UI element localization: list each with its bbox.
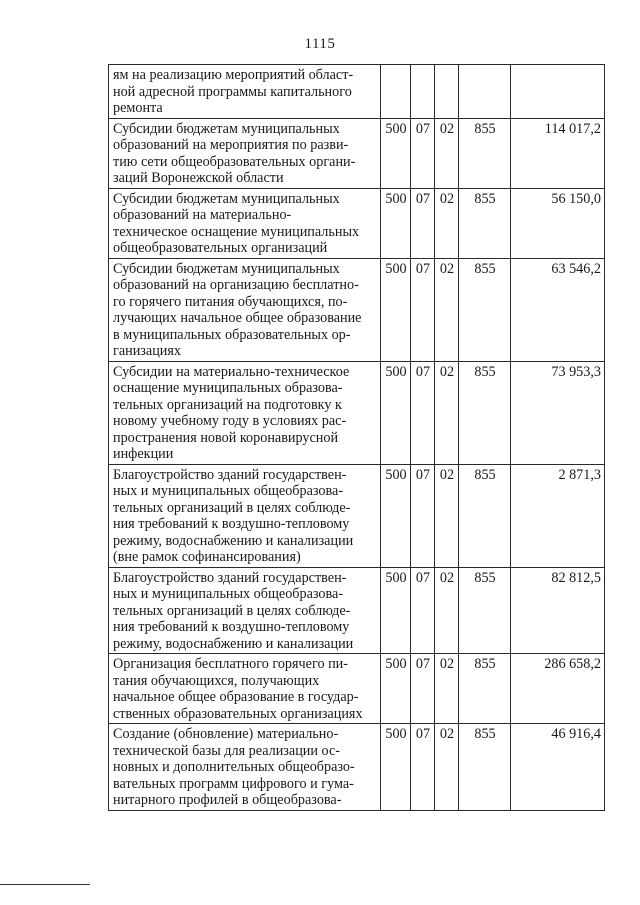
table-row — [109, 724, 605, 811]
expense-name-line: общеобразовательных организаций — [113, 240, 328, 256]
amount-cell: 46 916,4 — [511, 724, 605, 811]
amount-cell: 63 546,2 — [511, 258, 605, 361]
expense-name-line: тельных организаций в целях соблюде- — [113, 602, 351, 619]
expense-name-cell — [109, 118, 381, 188]
expense-name-cell — [109, 567, 381, 654]
section-code-cell: 07 — [411, 567, 435, 654]
table-row — [109, 258, 605, 361]
expense-name-line: Субсидии на материально-техническое — [113, 363, 350, 380]
expense-name-cell — [109, 188, 381, 258]
expense-name-line: нитарного профилей в общеобразова- — [113, 792, 342, 808]
table-row — [109, 118, 605, 188]
expense-name-line: ния требований к воздушно-тепловому — [113, 619, 350, 635]
expense-name-cell — [109, 258, 381, 361]
expense-name-line: образований на материально- — [113, 207, 292, 223]
admin-code-cell: 500 — [381, 567, 411, 654]
expense-name-cell — [109, 464, 381, 567]
expense-type-cell: 855 — [459, 118, 511, 188]
expense-type-cell: 855 — [459, 464, 511, 567]
amount-cell: 2 871,3 — [511, 464, 605, 567]
subsection-code-cell: 02 — [435, 654, 459, 724]
expense-name-line: тания обучающихся, получающих — [113, 672, 320, 689]
section-code-cell: 07 — [411, 118, 435, 188]
expense-name-line: образований на мероприятия по разви- — [113, 137, 349, 153]
expense-name-line: вательных программ цифрового и гума- — [113, 775, 354, 792]
expense-name-line: ственных образовательных организациях — [113, 705, 363, 722]
expense-name-line: ной адресной программы капитального — [113, 83, 352, 100]
budget-table-body — [109, 65, 605, 811]
expense-name-line: режиму, водоснабжению и канализации — [113, 532, 354, 549]
amount-cell: 114 017,2 — [511, 118, 605, 188]
subsection-code-cell: 02 — [435, 464, 459, 567]
expense-type-cell: 855 — [459, 567, 511, 654]
expense-name-line: Благоустройство зданий государствен- — [113, 569, 347, 586]
expense-name-line: Благоустройство зданий государствен- — [113, 466, 347, 483]
expense-name-line: пространения новой коронавирусной — [113, 429, 339, 446]
expense-type-cell: 855 — [459, 258, 511, 361]
expense-name-line: го горячего питания обучающихся, по- — [113, 293, 348, 310]
admin-code-cell: 500 — [381, 118, 411, 188]
expense-name-cell — [109, 724, 381, 811]
expense-name-line: оснащение муниципальных образова- — [113, 380, 343, 396]
table-row — [109, 361, 605, 464]
section-code-cell: 07 — [411, 464, 435, 567]
expense-type-cell: 855 — [459, 361, 511, 464]
admin-code-cell: 500 — [381, 361, 411, 464]
expense-type-cell: 855 — [459, 724, 511, 811]
expense-name-line: тельных организаций в целях соблюде- — [113, 499, 351, 516]
expense-name-line: ния требований к воздушно-тепловому — [113, 516, 350, 532]
admin-code-cell: 500 — [381, 258, 411, 361]
amount-cell: 82 812,5 — [511, 567, 605, 654]
section-code-cell — [411, 65, 435, 119]
subsection-code-cell: 02 — [435, 361, 459, 464]
admin-code-cell: 500 — [381, 464, 411, 567]
page-number: 1115 — [304, 36, 336, 52]
admin-code-cell: 500 — [381, 654, 411, 724]
expense-name-line: ям на реализацию мероприятий област- — [113, 67, 354, 83]
subsection-code-cell: 02 — [435, 188, 459, 258]
expense-name-line: образований на организацию бесплатно- — [113, 277, 359, 293]
expense-name-cell — [109, 65, 381, 119]
expense-name-line: Создание (обновление) материально- — [113, 726, 339, 742]
subsection-code-cell — [435, 65, 459, 119]
section-code-cell: 07 — [411, 361, 435, 464]
expense-name-line: тию сети общеобразовательных органи- — [113, 153, 356, 170]
amount-cell: 73 953,3 — [511, 361, 605, 464]
admin-code-cell: 500 — [381, 724, 411, 811]
expense-name-line: техническое оснащение муниципальных — [113, 223, 360, 240]
admin-code-cell — [381, 65, 411, 119]
budget-table — [108, 64, 605, 811]
table-row — [109, 654, 605, 724]
amount-cell — [511, 65, 605, 119]
expense-name-line: новому учебному году в условиях рас- — [113, 413, 347, 429]
expense-name-line: ных и муниципальных общеобразова- — [113, 483, 344, 499]
table-row — [109, 567, 605, 654]
expense-name-line: начальное общее образование в государ- — [113, 689, 359, 705]
expense-name-line: ганизациях — [113, 343, 182, 359]
expense-name-line: Субсидии бюджетам муниципальных — [113, 190, 340, 207]
subsection-code-cell: 02 — [435, 724, 459, 811]
expense-name-line: новных и дополнительных общеобразо- — [113, 759, 355, 775]
section-code-cell: 07 — [411, 188, 435, 258]
section-code-cell: 07 — [411, 724, 435, 811]
amount-cell: 56 150,0 — [511, 188, 605, 258]
expense-name-line: в муниципальных образовательных ор- — [113, 326, 351, 343]
expense-name-cell — [109, 361, 381, 464]
expense-type-cell — [459, 65, 511, 119]
section-code-cell: 07 — [411, 654, 435, 724]
table-row — [109, 65, 605, 119]
subsection-code-cell: 02 — [435, 258, 459, 361]
subsection-code-cell: 02 — [435, 118, 459, 188]
expense-type-cell: 855 — [459, 654, 511, 724]
expense-name-line: режиму, водоснабжению и канализации — [113, 635, 354, 652]
table-row — [109, 188, 605, 258]
expense-name-cell — [109, 654, 381, 724]
table-row — [109, 464, 605, 567]
admin-code-cell: 500 — [381, 188, 411, 258]
section-code-cell: 07 — [411, 258, 435, 361]
expense-name-line: инфекции — [113, 446, 174, 462]
expense-name-line: лучающих начальное общее образование — [113, 310, 362, 326]
expense-name-line: Субсидии бюджетам муниципальных — [113, 260, 340, 277]
expense-name-line: Субсидии бюджетам муниципальных — [113, 120, 340, 137]
expense-name-line: ных и муниципальных общеобразова- — [113, 586, 344, 602]
expense-name-line: технической базы для реализации ос- — [113, 742, 341, 759]
subsection-code-cell: 02 — [435, 567, 459, 654]
expense-name-line: Организация бесплатного горячего пи- — [113, 656, 349, 672]
expense-name-line: (вне рамок софинансирования) — [113, 549, 301, 565]
expense-name-line: ремонта — [113, 100, 163, 116]
amount-cell: 286 658,2 — [511, 654, 605, 724]
expense-name-line: тельных организаций на подготовку к — [113, 396, 342, 413]
footnote-rule — [0, 884, 90, 885]
expense-name-line: заций Воронежской области — [113, 170, 284, 186]
expense-type-cell: 855 — [459, 188, 511, 258]
